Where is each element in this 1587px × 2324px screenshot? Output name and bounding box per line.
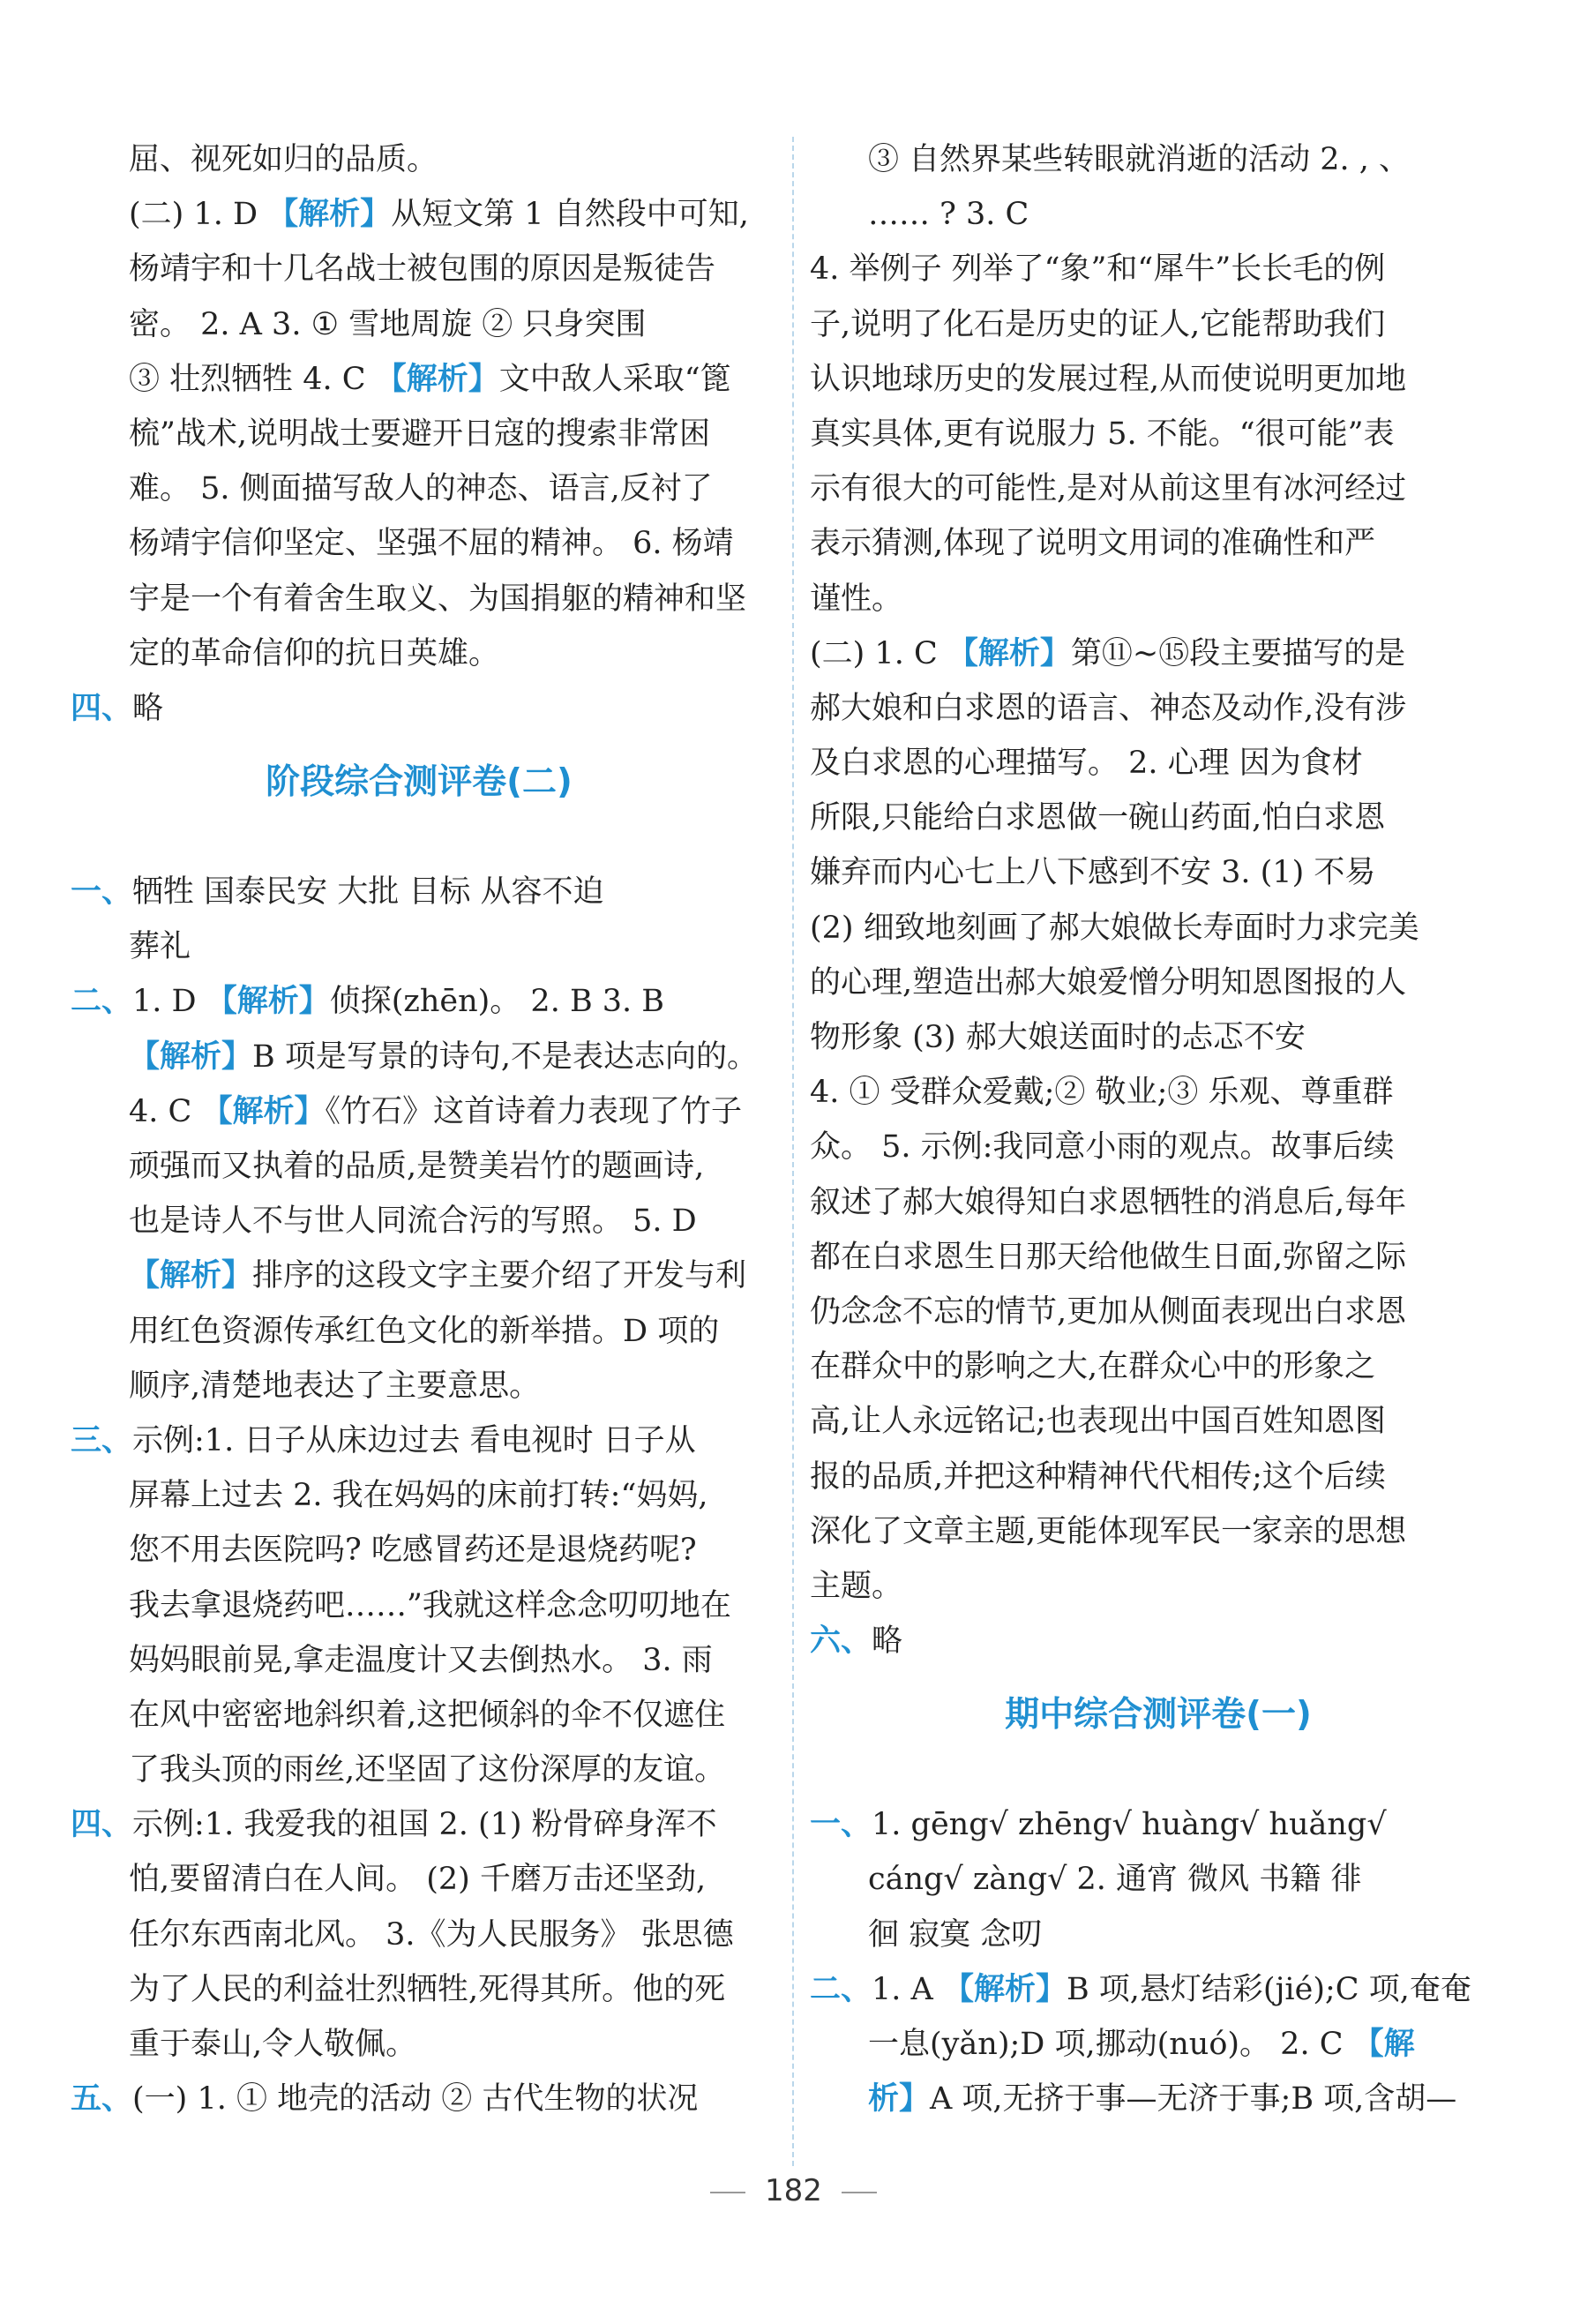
answer-line: 我去拿退烧药吧……”我就这样念念叨叨地在 [129,1587,731,1623]
answer-line: 表示猜测,体现了说明文用词的准确性和严 [810,526,1376,562]
analysis-tag: 【解析】 [375,361,499,397]
section-label: 四、 [71,690,133,726]
analysis-tag: 【解析】 [947,635,1071,671]
answer-line: 仍念念不忘的情节,更加从侧面表现出白求恩 [810,1293,1407,1330]
answer-line: 在风中密密地斜织着,这把倾斜的伞不仅遮住 [129,1697,726,1733]
section-label: 三、 [71,1422,133,1458]
column-divider [792,137,794,2166]
page-footer [0,2169,1587,2213]
section-four: 四、示例:1. 我爱我的祖国 2. (1) 粉骨碎身浑不 [71,1807,717,1843]
analysis-tag: 【解 [1352,2027,1415,2062]
analysis-tag: 【解析】 [201,1093,326,1129]
answer-line: 密。 2. A 3. ① 雪地周旋 ② 只身突围 [129,306,647,342]
section-four: 四、略 [71,690,164,726]
section-label: 四、 [71,1807,133,1843]
answer-line: 4. C 【解析】《竹石》这首诗着力表现了竹子 [129,1093,742,1129]
section-label: 二、 [810,1971,872,2007]
answer-line: 众。 5. 示例:我同意小雨的观点。故事后续 [810,1129,1395,1166]
answer-line: 您不用去医院吗? 吃感冒药还是退烧药呢? [129,1533,697,1569]
answer-line: 【解析】B 项是写景的诗句,不是表达志向的。 [129,1038,758,1075]
analysis-tag: 析】 [868,2081,931,2118]
section-heading: 期中综合测评卷(一) [1005,1695,1312,1736]
answer-line: 难。 5. 侧面描写敌人的神态、语言,反衬了 [129,471,713,507]
answer-line: 深化了文章主题,更能体现军民一家亲的思想 [810,1513,1407,1549]
answer-line: 4. ① 受群众爱戴;② 敬业;③ 乐观、尊重群 [810,1075,1394,1111]
answer-line: 析】A 项,无挤于事—无济于事;B 项,含胡— [868,2081,1457,2118]
answer-line: …… ? 3. C [868,197,1029,233]
answer-line: 杨靖宇信仰坚定、坚强不屈的精神。 6. 杨靖 [129,526,734,562]
answer-line: 了我头顶的雨丝,还坚固了这份深厚的友谊。 [129,1752,726,1788]
answer-line: 叙述了郝大娘得知白求恩牺牲的消息后,每年 [810,1184,1407,1220]
answer-line: 也是诗人不与世人同流合污的写照。 5. D [129,1203,697,1240]
footer-dash [710,2192,745,2193]
answer-line: 为了人民的利益壮烈牺牲,死得其所。他的死 [129,1971,726,2007]
answer-line: 重于泰山,令人敬佩。 [129,2027,417,2062]
analysis-tag: 【解析】 [267,197,392,233]
answer-line: 的心理,塑造出郝大娘爱憎分明知恩图报的人 [810,964,1407,1001]
answer-line: 梳”战术,说明战士要避开日寇的搜索非常困 [129,416,711,452]
answer-line: (二) 1. D 【解析】从短文第 1 自然段中可知, [129,197,749,233]
section-two: 二、1. A 【解析】B 项,悬灯结彩(jié);C 项,奄奄 [810,1971,1471,2007]
page-number: 182 [765,2173,822,2208]
answer-line: 顽强而又执着的品质,是赞美岩竹的题画诗, [129,1149,705,1184]
analysis-tag: 【解析】 [206,984,330,1020]
answer-line: 怕,要留清白在人间。 (2) 千磨万击还坚劲, [129,1862,707,1898]
answer-line: 4. 举例子 列举了“象”和“犀牛”长长毛的例 [810,251,1386,288]
answer-line: 主题。 [810,1568,903,1604]
footer-dash [842,2192,877,2193]
answer-line: ③ 自然界某些转眼就消逝的活动 2. , 、 [868,142,1411,177]
section-one: 一、牺牲 国泰民安 大批 目标 从容不迫 [71,874,604,911]
left-column [71,132,767,2126]
answer-line: 一息(yǎn);D 项,挪动(nuó)。 2. C 【解 [868,2027,1415,2062]
section-label: 二、 [71,984,133,1020]
answer-line: 嫌弃而内心七上八下感到不安 3. (1) 不易 [810,855,1376,891]
answer-line: 及白求恩的心理描写。 2. 心理 因为食材 [810,746,1363,782]
answer-line: 定的革命信仰的抗日英雄。 [129,635,500,671]
analysis-tag: 【解析】 [129,1258,253,1294]
answer-line: 徊 寂寞 念叨 [868,1916,1043,1953]
answer-line: (2) 细致地刻画了郝大娘做长寿面时力求完美 [810,910,1419,946]
answer-line: 用红色资源传承红色文化的新举措。D 项的 [129,1313,720,1349]
answer-line: 屈、视死如归的品质。 [129,142,438,177]
answer-line: 宇是一个有着舍生取义、为国捐躯的精神和坚 [129,581,747,617]
answer-line: 所限,只能给白求恩做一碗山药面,怕白求恩 [810,800,1386,836]
section-five: 五、(一) 1. ① 地壳的活动 ② 古代生物的状况 [71,2081,699,2118]
answer-line: 妈妈眼前晃,拿走温度计又去倒热水。 3. 雨 [129,1642,713,1678]
answer-line: 报的品质,并把这种精神代代相传;这个后续 [810,1458,1386,1495]
answer-line: 顺序,清楚地表达了主要意思。 [129,1368,541,1404]
answer-line: 真实具体,更有说服力 5. 不能。“很可能”表 [810,416,1395,452]
answer-line: 【解析】排序的这段文字主要介绍了开发与利 [129,1258,747,1294]
answer-line: 谨性。 [810,581,903,617]
answer-line: 葬礼 [129,929,191,965]
section-three: 三、示例:1. 日子从床边过去 看电视时 日子从 [71,1422,696,1458]
answer-line: ③ 壮烈牺牲 4. C 【解析】文中敌人采取“篦 [129,361,731,397]
section-label: 五、 [71,2081,133,2118]
answer-line: 示有很大的可能性,是对从前这里有冰河经过 [810,471,1407,507]
answer-line: 在群众中的影响之大,在群众心中的形象之 [810,1349,1376,1385]
section-label: 一、 [810,1807,872,1843]
section-label: 一、 [71,874,133,911]
section-heading: 阶段综合测评卷(二) [266,762,573,803]
answer-line: 郝大娘和白求恩的语言、神态及动作,没有涉 [810,690,1407,726]
answer-line: 屏幕上过去 2. 我在妈妈的床前打转:“妈妈, [129,1478,708,1514]
answer-line: 认识地球历史的发展过程,从而使说明更加地 [810,361,1407,397]
answer-line: 都在白求恩生日那天给他做生日面,弥留之际 [810,1239,1407,1275]
answer-line: 高,让人永远铭记;也表现出中国百姓知恩图 [810,1404,1386,1440]
analysis-tag: 【解析】 [129,1038,253,1075]
section-label: 六、 [810,1623,872,1660]
answer-line: (二) 1. C 【解析】第⑪~⑮段主要描写的是 [810,635,1406,671]
answer-line: 子,说明了化石是历史的证人,它能帮助我们 [810,306,1386,342]
section-six: 六、略 [810,1623,903,1660]
section-one: 一、1. gēng√ zhēng√ huàng√ huǎng√ [810,1807,1387,1843]
answer-line: 杨靖宇和十几名战士被包围的原因是叛徒告 [129,251,716,288]
analysis-tag: 【解析】 [942,1971,1067,2007]
section-two: 二、1. D 【解析】侦探(zhēn)。 2. B 3. B [71,984,665,1020]
right-column [810,132,1507,2126]
answer-line: 物形象 (3) 郝大娘送面时的忐忑不安 [810,1020,1306,1055]
answer-line: cáng√ zàng√ 2. 通宵 微风 书籍 徘 [868,1862,1362,1898]
answer-line: 任尔东西南北风。 3.《为人民服务》 张思德 [129,1916,734,1953]
